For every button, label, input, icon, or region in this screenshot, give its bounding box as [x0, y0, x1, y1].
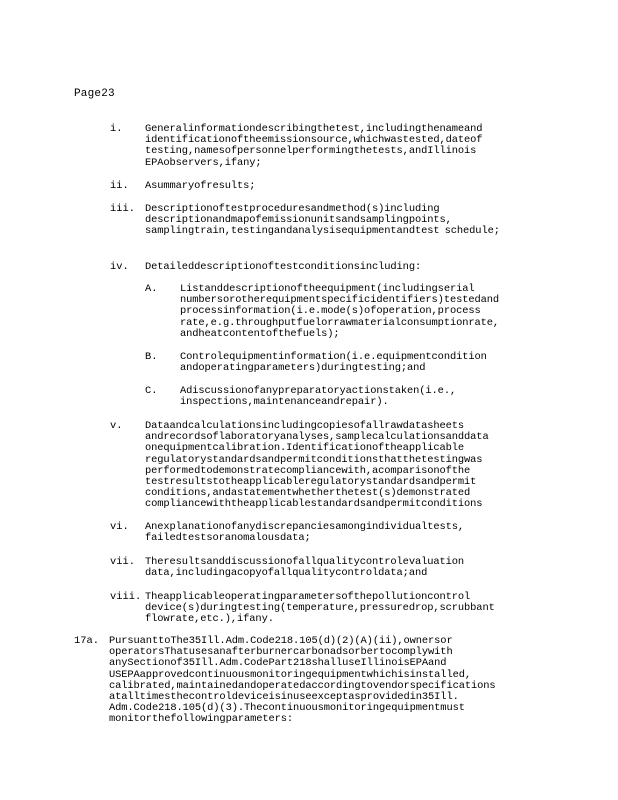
list-item-i: [110, 124, 550, 169]
item-number: i.: [110, 123, 123, 135]
sub-item-text: Adiscussionofanypreparatoryactionstaken(i.e., inspections,maintenanceandrepair).: [180, 385, 457, 409]
sub-item-letter: B.: [145, 351, 158, 363]
sub-item-text: Controlequipmentinformation(i.e.equipmentcondition andoperatingparameters)duringtesting;and: [180, 351, 487, 375]
section-number: 17a.: [74, 635, 99, 647]
list-item-iii: [110, 204, 550, 238]
item-number: v.: [110, 420, 123, 432]
sub-item-b: [145, 352, 545, 374]
page-number: Page23: [74, 88, 115, 100]
item-number: iv.: [110, 261, 129, 273]
list-item-iv: [110, 262, 550, 273]
list-item-v: [110, 421, 550, 511]
list-item-viii: [110, 592, 550, 626]
list-item-vi: [110, 522, 550, 544]
item-number: vi.: [110, 521, 129, 533]
list-item-ii: [110, 181, 550, 192]
section-text: PursuanttoThe35Ill.Adm.Code218.105(d)(2)(A)(ii),ownersor operatorsThatusesanafterburnercarbonadsorbertocomplywith anySectionof35Ill.Adm.CodePart218shalluseIllinoisEPAand USEPAapprovedcontinuousmonitoringequipmentwhichisinstalled, calibrated,maintainedandoperatedaccordingtovendorspecifications atalltimesthecontroldeviceisinuseexceptasprovidedin35Ill. Adm.Code218.105(d)(3).Thecontinuousmonitoringequipmentmust monitorthefollowingparameters:: [109, 635, 496, 726]
item-number: vii.: [110, 556, 135, 568]
list-item-vii: [110, 557, 550, 579]
item-text: Dataandcalculationsincludingcopiesofallrawdatasheets andrecordsoflaboratoryanalyses,samplecalculationsanddata onequipmentcalibration.Identificationoftheapplicable regulatorystandardsandpermitconditionsthatthetestingwas performedtodemonstratecompliancewith,acomparisonofthe testresultstotheapplicableregulatorystandardsandpermit conditions,andastatementwhetherthetest(s)demonstrated compliancewiththeapplicablestandardsandpermitconditions: [145, 420, 489, 511]
sub-item-letter: A.: [145, 283, 158, 295]
item-text: Generalinformationdescribingthetest,includingthenameand identificationoftheemissionsource,whichwastested,dateof testing,namesofpersonnelperformingthetests,andIllinois EPAobservers,ifany;: [145, 123, 483, 169]
item-text: Theapplicableoperatingparametersofthepollutioncontrol device(s)duringtesting(temperature,pressuredrop,scrubbant flowrate,etc.),ifany.: [145, 591, 495, 626]
item-text: Asummaryofresults;: [145, 180, 256, 192]
item-text: Detaileddescriptionoftestconditionsincluding:: [145, 261, 422, 273]
sub-item-c: [145, 386, 545, 408]
item-text: Anexplanationofanydiscrepanciesamongindividualtests, failedtestsoranomalousdata;: [145, 521, 465, 545]
item-number: viii.: [110, 591, 142, 603]
item-text: Theresultsanddiscussionofallqualitycontrolevaluation data,includingacopyofallqualitycontroldata;and: [145, 556, 465, 580]
item-number: ii.: [110, 180, 129, 192]
sub-item-text: Listanddescriptionoftheequipment(includingserial numbersorotherequipmentspecificidentifiers)testedand processinformation(i.e.mode(s)ofoperation,process rate,e.g.throughputfuelorrawmaterialconsumptionrate, andheatcontentofthefuels);: [180, 283, 500, 340]
sub-item-a: [145, 284, 545, 340]
section-17a: [74, 636, 554, 726]
item-number: iii.: [110, 203, 135, 215]
sub-item-letter: C.: [145, 385, 158, 397]
item-text: Descriptionoftestproceduresandmethod(s)including descriptionandmapofemissionunitsandsamplingpoints, samplingtrain,testingandanalysisequipmentandtest schedule;: [145, 203, 500, 238]
